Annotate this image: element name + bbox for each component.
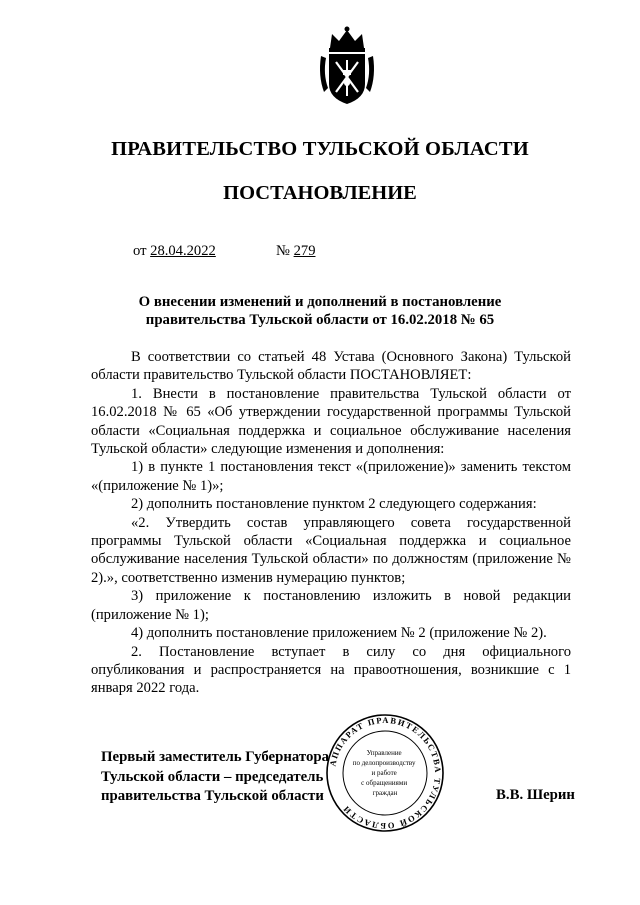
signatory-name: В.В. Шерин: [496, 787, 575, 803]
signatory-line: Первый заместитель Губернатора: [101, 749, 329, 765]
coat-of-arms-icon: [318, 26, 376, 106]
official-stamp: [325, 713, 445, 833]
stamp-inner-line: Управление: [366, 749, 402, 757]
date-prefix: от: [133, 243, 147, 259]
body-paragraph: «2. Утвердить состав управляющего совета государственной программы Тульской области «Социальная поддержка и социальное обслуживание населения Тульской области» по должностям (приложение № 2).», соответственно изменив нумерацию пунктов;: [91, 514, 571, 586]
stamp-inner-line: с обращениями: [361, 779, 408, 787]
signatory-title: [101, 748, 329, 807]
document-type: ПОСТАНОВЛЕНИЕ: [223, 182, 417, 204]
subject-line: О внесении изменений и дополнений в постановление: [138, 294, 502, 310]
stamp-inner-line: граждан: [372, 789, 398, 797]
decree-subject: [0, 293, 640, 329]
body-paragraph: 2. Постановление вступает в силу со дня официального опубликования и распространяется на правоотношения, возникшие с 1 января 2022 года.: [91, 643, 571, 697]
body-paragraph: 3) приложение к постановлению изложить в новой редакции (приложение № 1);: [91, 588, 571, 623]
decree-number: 279: [293, 243, 316, 259]
subject-line: правительства Тульской области от 16.02.2018 № 65: [145, 312, 495, 328]
stamp-inner-line: по делопроизводству: [352, 759, 416, 767]
body-paragraph: 1) в пункте 1 постановления текст «(приложение)» заменить текстом «(приложение № 1)»;: [91, 459, 571, 494]
decree-date: 28.04.2022: [150, 243, 216, 259]
government-title: ПРАВИТЕЛЬСТВО ТУЛЬСКОЙ ОБЛАСТИ: [111, 138, 529, 160]
body-paragraph: В соответствии со статьей 48 Устава (Основного Закона) Тульской области правительство Тульской области ПОСТАНОВЛЯЕТ:: [91, 349, 571, 384]
number-prefix: №: [276, 243, 290, 259]
svg-text:Управление по делопроизвод: [353, 749, 418, 797]
body-paragraph: 1. Внести в постановление правительства Тульской области от 16.02.2018 № 65 «Об утверждении государственной программы Тульской области «Социальная поддержка и социальное обслуживание населения Тульской области» следующие изменения и дополнения:: [91, 385, 571, 458]
signatory-line: Тульской области – председатель: [101, 768, 324, 785]
stamp-ring-text: АППАРАТ ПРАВИТЕЛЬСТВА ТУЛЬСКОЙ ОБЛАСТИ: [327, 714, 444, 832]
stamp-inner-line: и работе: [371, 769, 397, 777]
decree-date-row: [133, 243, 216, 260]
decree-body: [91, 348, 571, 698]
body-paragraph: 4) дополнить постановление приложением № 2 (приложение № 2).: [131, 625, 547, 642]
signatory-line: правительства Тульской области: [101, 788, 324, 804]
decree-number-row: [276, 243, 315, 260]
body-paragraph: 2) дополнить постановление пунктом 2 следующего содержания:: [131, 496, 537, 513]
